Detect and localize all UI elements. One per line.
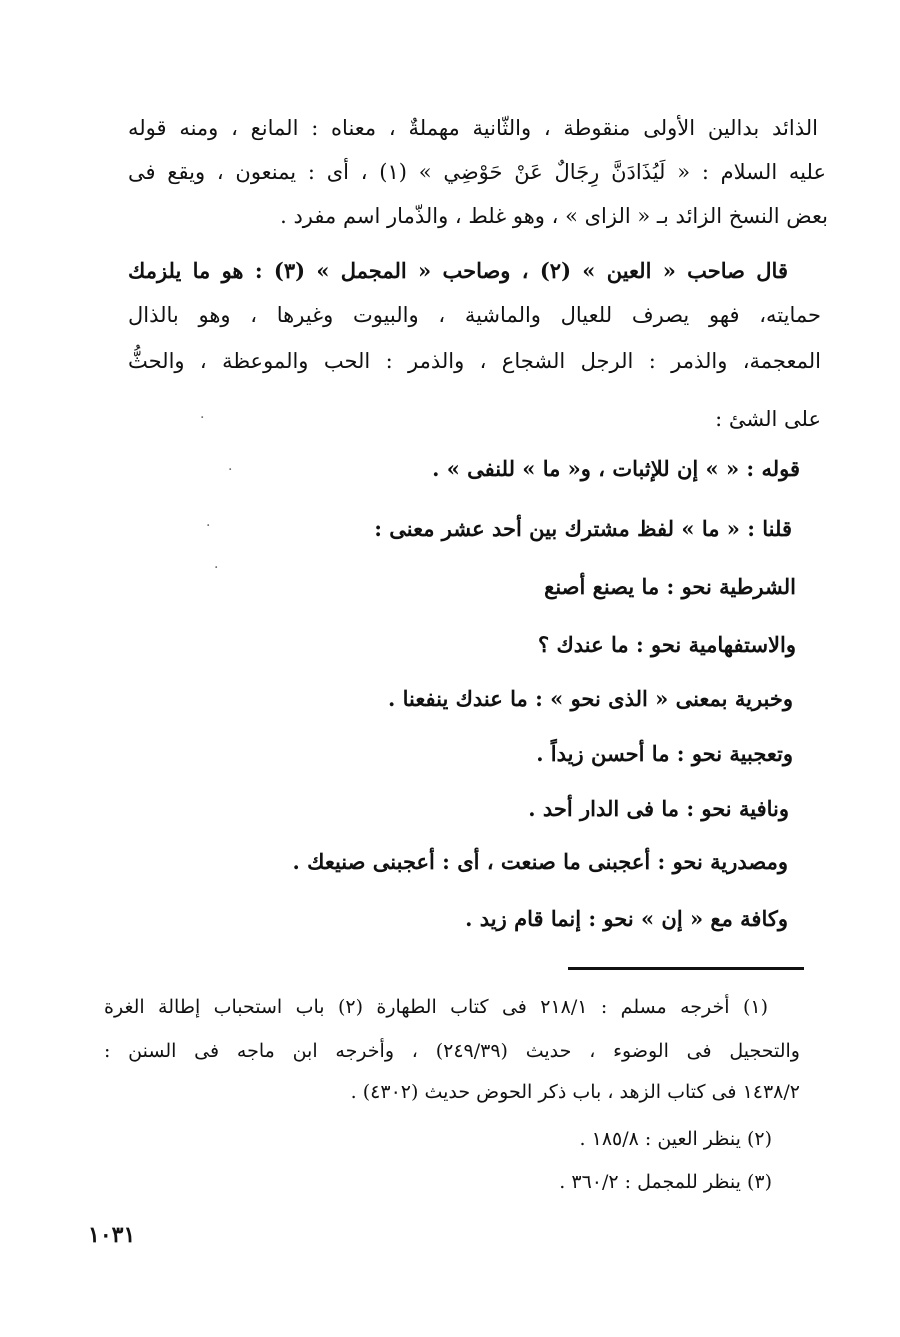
meaning-item: الشرطية نحو : ما يصنع أصنع xyxy=(544,574,796,599)
footnote-line: (٣) ينظر للمجمل : ٣٦٠/٢ . xyxy=(559,1171,772,1193)
quote-line: قوله : « » إن للإثبات ، و« ما » للنفى » . xyxy=(432,456,800,481)
meaning-item: وكافة مع « إن » نحو : إنما قام زيد . xyxy=(465,906,788,931)
meaning-item: ومصدرية نحو : أعجبنى ما صنعت ، أى : أعجبنى صنيعك . xyxy=(292,849,788,874)
body-line: المعجمة، والذمر : الرجل الشجاع ، والذمر : الحب والموعظة ، والحثُّ xyxy=(128,349,821,373)
scan-speck: · xyxy=(206,518,211,534)
footnote-line: والتحجيل فى الوضوء ، حديث (٢٤٩/٣٩) ، وأخرجه ابن ماجه فى السنن : xyxy=(104,1040,800,1062)
scan-speck: · xyxy=(228,462,233,478)
body-line: بعض النسخ الزائد بـ « الزاى » ، وهو غلط ، والذّمار اسم مفرد . xyxy=(280,204,828,228)
body-line: الذائد بدالين الأولى منقوطة ، والثّانية مهملةٌ ، معناه : المانع ، ومنه قوله xyxy=(128,116,818,140)
body-line: حمايته، فهو يصرف للعيال والماشية ، والبيوت وغيرها ، وهو بالذال xyxy=(128,303,821,327)
meaning-item: والاستفهامية نحو : ما عندك ؟ xyxy=(538,632,796,657)
scan-speck: · xyxy=(214,560,219,576)
footnote-line: ١٤٣٨/٢ فى كتاب الزهد ، باب ذكر الحوض حديث (٤٣٠٢) . xyxy=(350,1081,800,1103)
footnote-line: (١) أخرجه مسلم : ٢١٨/١ فى كتاب الطهارة (٢) باب استحباب إطالة الغرة xyxy=(104,996,768,1018)
meaning-item: ونافية نحو : ما فى الدار أحد . xyxy=(528,796,789,821)
scan-speck: · xyxy=(200,410,205,426)
footnote-line: (٢) ينظر العين : ١٨٥/٨ . xyxy=(579,1128,772,1150)
answer-line: قلنا : « ما » لفظ مشترك بين أحد عشر معنى : xyxy=(374,516,792,541)
footnote-separator xyxy=(568,967,804,970)
page-number: ١٠٣١ xyxy=(88,1222,136,1248)
meaning-item: وخبرية بمعنى « الذى نحو » : ما عندك ينفعنا . xyxy=(388,686,793,711)
body-line: عليه السلام : « لَيُذَادَنَّ رِجَالٌ عَنْ حَوْضِي » (١) ، أى : يمنعون ، ويقع فى xyxy=(128,160,826,184)
meaning-item: وتعجبية نحو : ما أحسن زيداً . xyxy=(536,741,793,766)
body-line: على الشئ : xyxy=(715,407,821,431)
body-line: قال صاحب « العين » (٢) ، وصاحب « المجمل » (٣) : هو ما يلزمك xyxy=(128,258,788,283)
